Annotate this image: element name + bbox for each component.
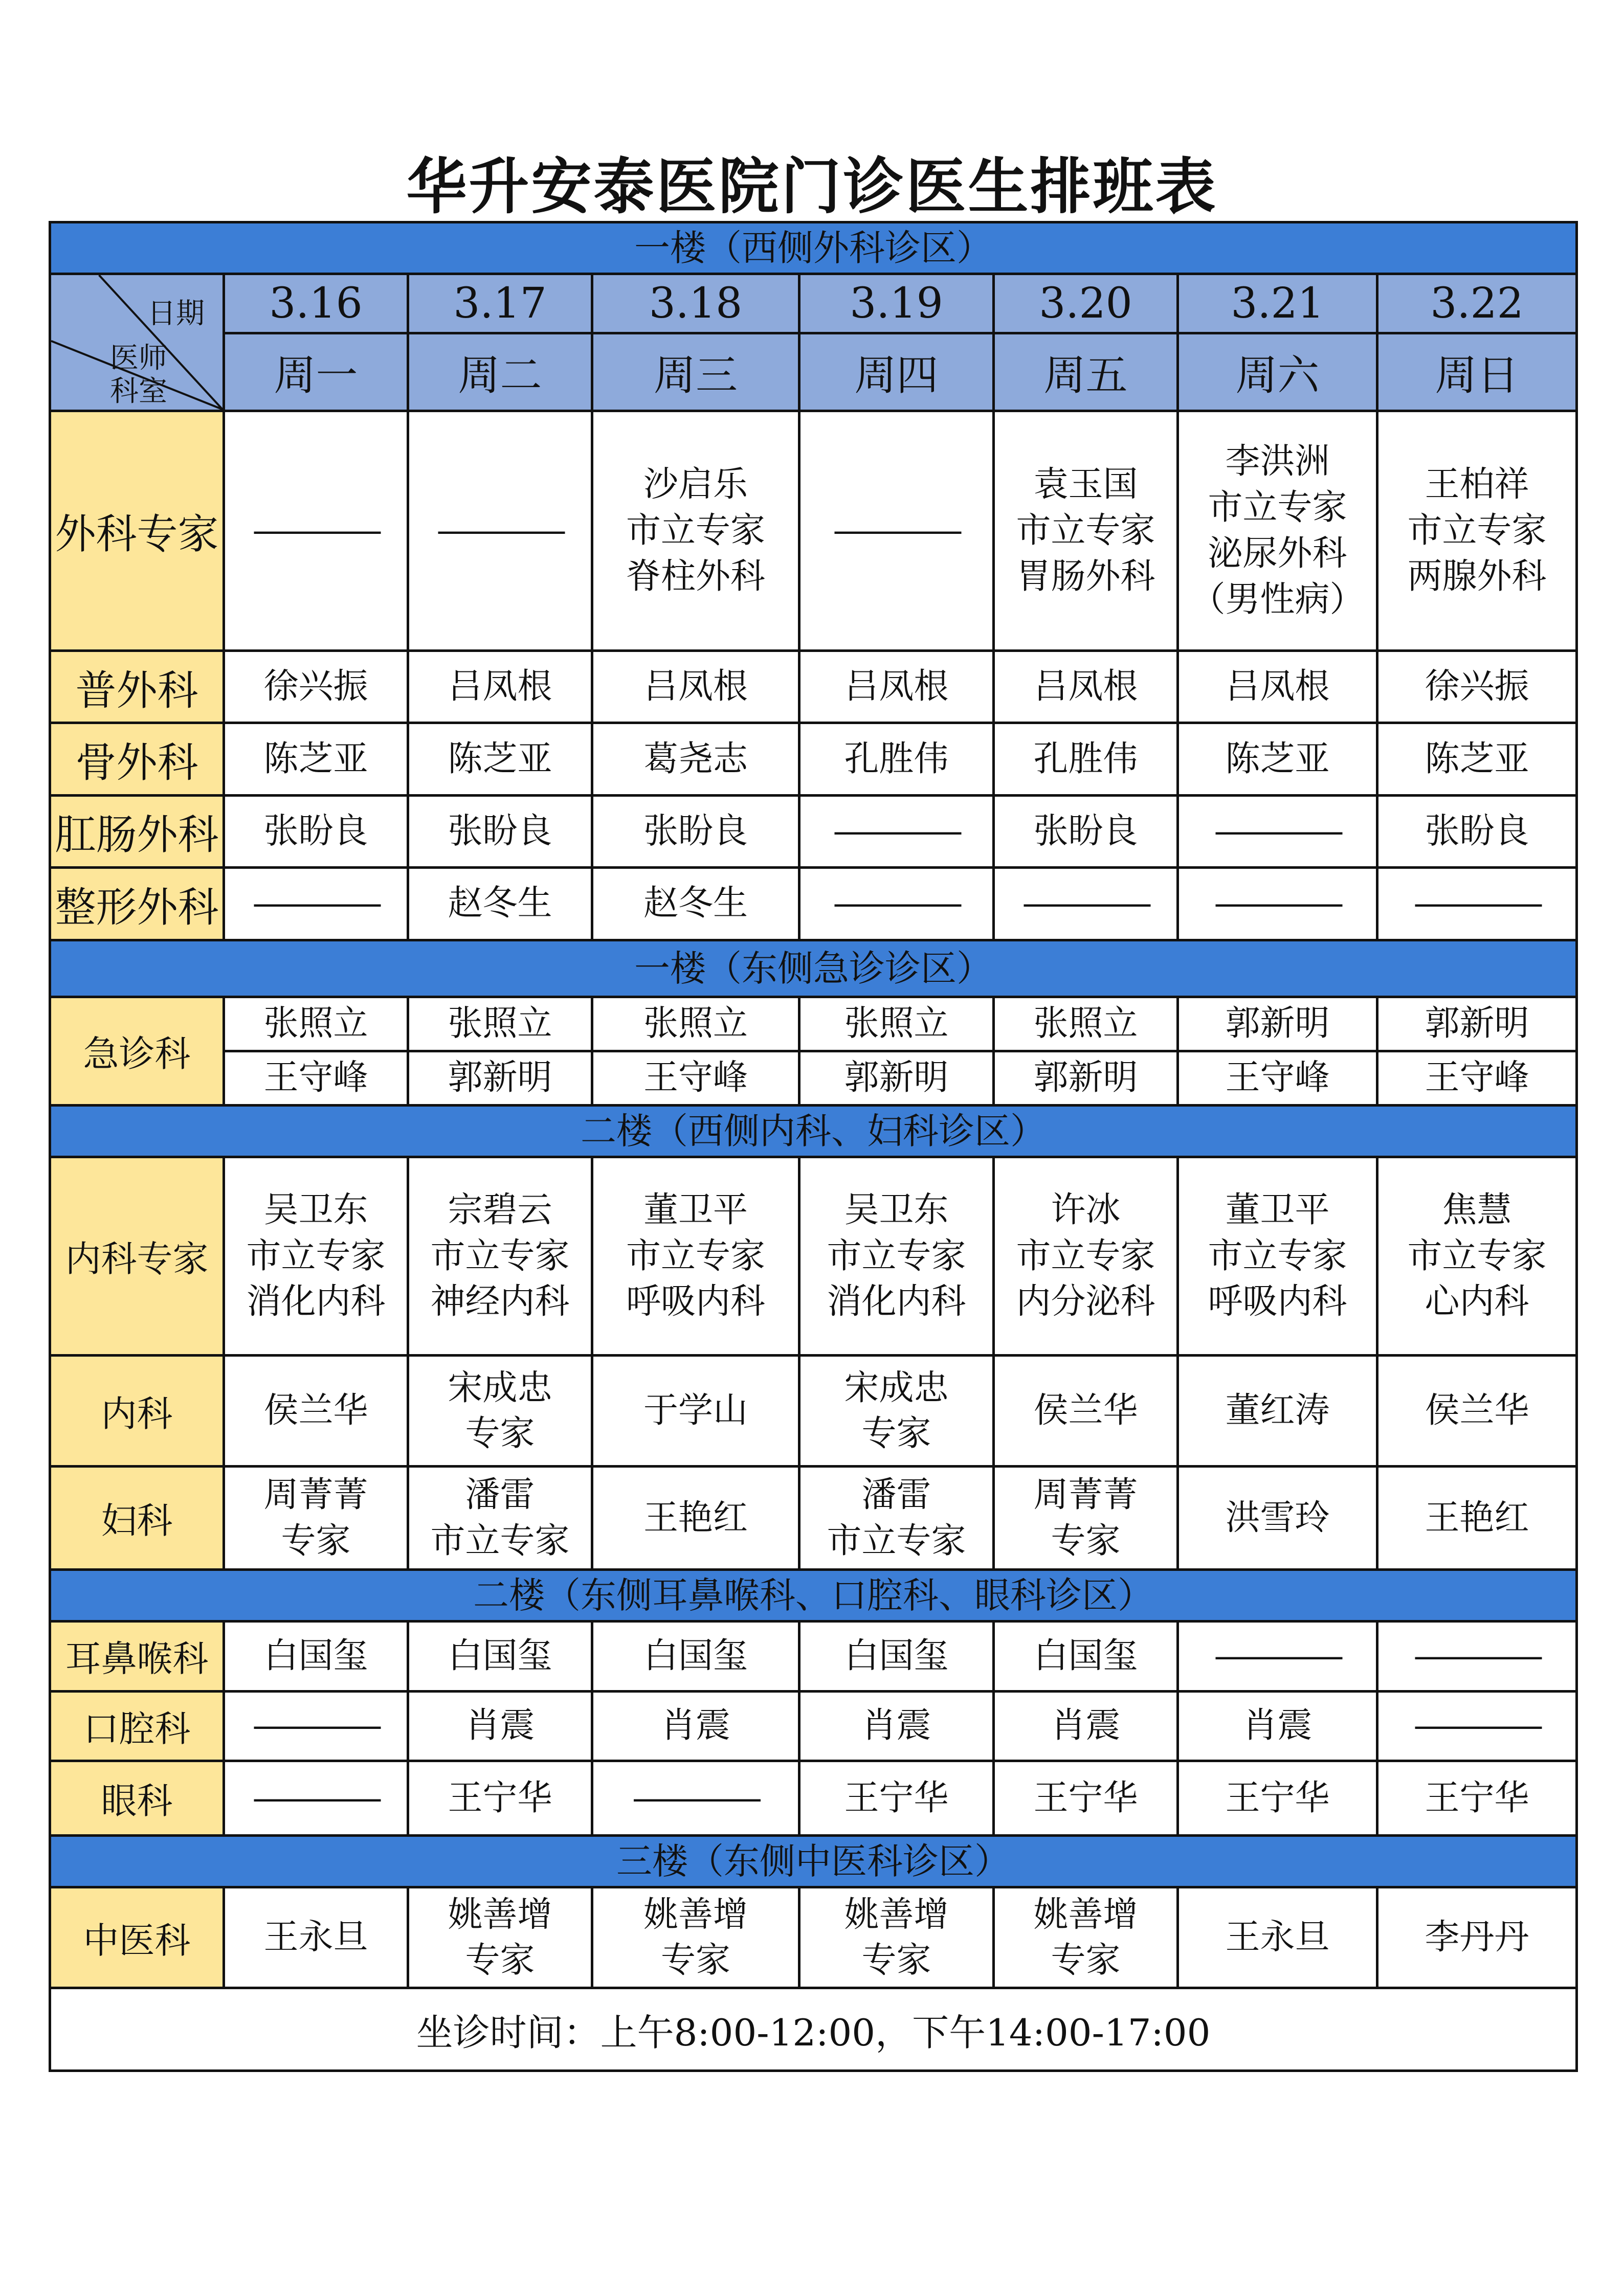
schedule-cell bbox=[408, 723, 592, 795]
schedule-cell bbox=[224, 1887, 408, 1988]
schedule-cell bbox=[1377, 1622, 1577, 1691]
schedule-cell bbox=[1178, 1467, 1377, 1570]
no-duty-dash: ———— bbox=[436, 510, 564, 551]
schedule-cell bbox=[592, 1691, 799, 1761]
date-cell: 3.20 bbox=[994, 274, 1178, 333]
doctor-line: 王宁华 bbox=[448, 1777, 552, 1818]
doctor-line: （男性病） bbox=[1190, 579, 1365, 620]
schedule-cell bbox=[592, 1622, 799, 1691]
doctor-line: 姚善增 bbox=[1033, 1894, 1138, 1935]
schedule-cell bbox=[592, 1157, 799, 1356]
schedule-cell bbox=[994, 651, 1178, 723]
schedule-cell bbox=[1377, 1691, 1577, 1761]
no-duty-dash: ———— bbox=[252, 1705, 380, 1746]
schedule-cell bbox=[592, 868, 799, 940]
weekday-cell: 周日 bbox=[1377, 333, 1577, 411]
schedule-cell bbox=[994, 1622, 1178, 1691]
doctor-line: 李丹丹 bbox=[1425, 1917, 1529, 1958]
schedule-cell bbox=[1178, 997, 1377, 1051]
date-cell: 3.21 bbox=[1178, 274, 1377, 333]
doctor-line: 潘雷 bbox=[861, 1475, 931, 1516]
no-duty-dash: ———— bbox=[1022, 883, 1149, 924]
schedule-cell bbox=[592, 723, 799, 795]
doctor-line: 市立专家 bbox=[1016, 1235, 1155, 1276]
doctor-line: 王永旦 bbox=[1225, 1917, 1330, 1958]
page-title: 华升安泰医院门诊医生排班表 bbox=[406, 151, 1218, 222]
doctor-line: 董卫平 bbox=[643, 1189, 748, 1230]
schedule-cell bbox=[1178, 1887, 1377, 1988]
section-header: 三楼（东侧中医科诊区） bbox=[50, 1836, 1577, 1887]
doctor-line: 郭新明 bbox=[1225, 1003, 1330, 1044]
doctor-line: 张盼良 bbox=[643, 811, 748, 852]
date-cell: 3.18 bbox=[592, 274, 799, 333]
hours-footer: 坐诊时间：上午8:00-12:00，下午14:00-17:00 bbox=[50, 1988, 1577, 2071]
schedule-cell bbox=[1377, 1356, 1577, 1467]
schedule-cell bbox=[994, 1691, 1178, 1761]
doctor-line: 孔胜伟 bbox=[1033, 738, 1138, 779]
doctor-line: 白国玺 bbox=[448, 1636, 552, 1677]
doctor-line: 王宁华 bbox=[1033, 1777, 1138, 1818]
schedule-cell bbox=[592, 1467, 799, 1570]
section-header: 二楼（东侧耳鼻喉科、口腔科、眼科诊区） bbox=[50, 1570, 1577, 1622]
schedule-cell bbox=[1377, 795, 1577, 867]
schedule-cell bbox=[408, 1761, 592, 1835]
schedule-cell bbox=[1178, 411, 1377, 651]
doctor-line: 郭新明 bbox=[1425, 1003, 1529, 1044]
schedule-cell bbox=[1377, 411, 1577, 651]
schedule-cell bbox=[994, 795, 1178, 867]
doctor-line: 吴卫东 bbox=[263, 1189, 368, 1230]
no-duty-dash: ———— bbox=[1413, 1705, 1541, 1746]
schedule-cell bbox=[799, 1887, 994, 1988]
doctor-line: 呼吸内科 bbox=[626, 1281, 765, 1322]
schedule-cell bbox=[799, 795, 994, 867]
dept-label: 骨外科 bbox=[50, 723, 224, 795]
schedule-cell bbox=[799, 997, 994, 1051]
schedule-cell bbox=[1178, 1051, 1377, 1105]
no-duty-dash: ———— bbox=[1413, 1636, 1541, 1677]
doctor-line: 张盼良 bbox=[448, 811, 552, 852]
schedule-cell bbox=[408, 1356, 592, 1467]
weekday-cell: 周二 bbox=[408, 333, 592, 411]
schedule-table bbox=[49, 221, 1578, 2072]
doctor-line: 陈芝亚 bbox=[263, 738, 368, 779]
doctor-line: 洪雪玲 bbox=[1225, 1498, 1330, 1538]
doctor-line: 白国玺 bbox=[263, 1636, 368, 1677]
schedule-cell bbox=[799, 411, 994, 651]
doctor-line: 呼吸内科 bbox=[1208, 1281, 1347, 1322]
dept-label: 内科 bbox=[50, 1356, 224, 1467]
doctor-line: 李洪洲 bbox=[1225, 441, 1330, 482]
doctor-line: 白国玺 bbox=[844, 1636, 949, 1677]
doctor-line: 肖震 bbox=[465, 1705, 535, 1746]
corner-date-label: 日期 bbox=[147, 297, 205, 330]
schedule-cell bbox=[224, 1157, 408, 1356]
doctor-line: 王柏祥 bbox=[1425, 464, 1529, 505]
doctor-line: 肖震 bbox=[861, 1705, 931, 1746]
doctor-line: 陈芝亚 bbox=[1425, 738, 1529, 779]
dept-label: 口腔科 bbox=[50, 1691, 224, 1761]
schedule-cell bbox=[799, 1157, 994, 1356]
doctor-line: 泌尿外科 bbox=[1208, 533, 1347, 574]
doctor-line: 胃肠外科 bbox=[1016, 556, 1155, 597]
doctor-line: 王守峰 bbox=[1425, 1057, 1529, 1098]
doctor-line: 两腺外科 bbox=[1407, 556, 1547, 597]
schedule-cell bbox=[1178, 1691, 1377, 1761]
doctor-line: 王守峰 bbox=[1225, 1057, 1330, 1098]
doctor-line: 市立专家 bbox=[1407, 510, 1547, 551]
schedule-cell bbox=[1178, 1157, 1377, 1356]
doctor-line: 周菁菁 bbox=[263, 1475, 368, 1516]
doctor-line: 市立专家 bbox=[430, 1235, 570, 1276]
doctor-line: 张盼良 bbox=[263, 811, 368, 852]
weekday-cell: 周五 bbox=[994, 333, 1178, 411]
schedule-cell bbox=[408, 1622, 592, 1691]
doctor-line: 吕凤根 bbox=[448, 666, 552, 707]
section-header: 一楼（东侧急诊诊区） bbox=[50, 940, 1577, 997]
schedule-cell bbox=[592, 997, 799, 1051]
schedule-cell bbox=[592, 411, 799, 651]
schedule-cell bbox=[799, 1051, 994, 1105]
no-duty-dash: ———— bbox=[252, 1777, 380, 1818]
weekday-cell: 周三 bbox=[592, 333, 799, 411]
doctor-line: 神经内科 bbox=[430, 1281, 570, 1322]
doctor-line: 张盼良 bbox=[1425, 811, 1529, 852]
schedule-cell bbox=[994, 1761, 1178, 1835]
schedule-cell bbox=[408, 1157, 592, 1356]
corner-header bbox=[50, 274, 224, 411]
schedule-cell bbox=[1178, 868, 1377, 940]
schedule-cell bbox=[994, 1467, 1178, 1570]
doctor-line: 市立专家 bbox=[1016, 510, 1155, 551]
schedule-cell bbox=[799, 651, 994, 723]
doctor-line: 王宁华 bbox=[1425, 1777, 1529, 1818]
schedule-cell bbox=[1377, 651, 1577, 723]
dept-label: 中医科 bbox=[50, 1887, 224, 1988]
no-duty-dash: ———— bbox=[1214, 883, 1341, 924]
doctor-line: 侯兰华 bbox=[263, 1390, 368, 1431]
doctor-line: 脊柱外科 bbox=[626, 556, 765, 597]
weekday-cell: 周一 bbox=[224, 333, 408, 411]
schedule-cell bbox=[799, 1691, 994, 1761]
doctor-line: 专家 bbox=[861, 1940, 931, 1981]
doctor-line: 市立专家 bbox=[626, 510, 765, 551]
schedule-cell bbox=[224, 1051, 408, 1105]
no-duty-dash: ———— bbox=[833, 811, 960, 852]
schedule-cell bbox=[1377, 997, 1577, 1051]
doctor-line: 王宁华 bbox=[1225, 1777, 1330, 1818]
schedule-body bbox=[50, 222, 1577, 2071]
doctor-line: 张照立 bbox=[263, 1003, 368, 1044]
schedule-cell bbox=[408, 1467, 592, 1570]
schedule-cell bbox=[408, 1691, 592, 1761]
doctor-line: 沙启乐 bbox=[643, 464, 748, 505]
dept-label: 整形外科 bbox=[50, 868, 224, 940]
doctor-line: 吕凤根 bbox=[1033, 666, 1138, 707]
schedule-cell bbox=[224, 868, 408, 940]
schedule-cell bbox=[994, 1887, 1178, 1988]
schedule-cell bbox=[224, 997, 408, 1051]
schedule-cell bbox=[994, 868, 1178, 940]
doctor-line: 白国玺 bbox=[643, 1636, 748, 1677]
doctor-line: 郭新明 bbox=[448, 1057, 552, 1098]
doctor-line: 董卫平 bbox=[1225, 1189, 1330, 1230]
doctor-line: 王永旦 bbox=[263, 1917, 368, 1958]
schedule-cell bbox=[799, 868, 994, 940]
no-duty-dash: ———— bbox=[833, 883, 960, 924]
schedule-cell bbox=[1178, 1761, 1377, 1835]
doctor-line: 孔胜伟 bbox=[844, 738, 949, 779]
doctor-line: 张照立 bbox=[448, 1003, 552, 1044]
schedule-cell bbox=[1178, 795, 1377, 867]
schedule-cell bbox=[994, 997, 1178, 1051]
schedule-cell bbox=[408, 1887, 592, 1988]
dept-label: 普外科 bbox=[50, 651, 224, 723]
no-duty-dash: ———— bbox=[1413, 883, 1541, 924]
schedule-cell bbox=[224, 1691, 408, 1761]
corner-doctor-label: 医师 bbox=[110, 341, 167, 375]
doctor-line: 王宁华 bbox=[844, 1777, 949, 1818]
schedule-cell bbox=[799, 1622, 994, 1691]
schedule-cell bbox=[224, 1622, 408, 1691]
doctor-line: 张盼良 bbox=[1033, 811, 1138, 852]
doctor-line: 吴卫东 bbox=[844, 1189, 949, 1230]
schedule-cell bbox=[799, 723, 994, 795]
schedule-cell bbox=[408, 868, 592, 940]
schedule-cell bbox=[592, 1887, 799, 1988]
doctor-line: 市立专家 bbox=[626, 1235, 765, 1276]
dept-label: 妇科 bbox=[50, 1467, 224, 1570]
doctor-line: 周菁菁 bbox=[1033, 1475, 1138, 1516]
doctor-line: 专家 bbox=[1051, 1940, 1121, 1981]
doctor-line: 许冰 bbox=[1051, 1189, 1121, 1230]
doctor-line: 专家 bbox=[660, 1940, 730, 1981]
no-duty-dash: ———— bbox=[632, 1777, 759, 1818]
dept-label: 急诊科 bbox=[50, 997, 224, 1105]
schedule-cell bbox=[994, 411, 1178, 651]
doctor-line: 市立专家 bbox=[430, 1520, 570, 1561]
weekday-cell: 周四 bbox=[799, 333, 994, 411]
schedule-cell bbox=[799, 1356, 994, 1467]
doctor-line: 市立专家 bbox=[246, 1235, 386, 1276]
schedule-cell bbox=[994, 1356, 1178, 1467]
schedule-cell bbox=[224, 795, 408, 867]
schedule-cell bbox=[592, 651, 799, 723]
doctor-line: 姚善增 bbox=[643, 1894, 748, 1935]
doctor-line: 市立专家 bbox=[1407, 1235, 1547, 1276]
schedule-cell bbox=[224, 411, 408, 651]
schedule-cell bbox=[224, 1467, 408, 1570]
date-cell: 3.17 bbox=[408, 274, 592, 333]
doctor-line: 潘雷 bbox=[465, 1475, 535, 1516]
doctor-line: 张照立 bbox=[643, 1003, 748, 1044]
schedule-cell bbox=[1178, 1622, 1377, 1691]
doctor-line: 内分泌科 bbox=[1016, 1281, 1155, 1322]
no-duty-dash: ———— bbox=[1214, 811, 1341, 852]
doctor-line: 消化内科 bbox=[246, 1281, 386, 1322]
doctor-line: 董红涛 bbox=[1225, 1390, 1330, 1431]
doctor-line: 市立专家 bbox=[1208, 1235, 1347, 1276]
doctor-line: 王艳红 bbox=[643, 1498, 748, 1538]
doctor-line: 赵冬生 bbox=[643, 883, 748, 924]
doctor-line: 宗碧云 bbox=[448, 1189, 552, 1230]
doctor-line: 市立专家 bbox=[1208, 487, 1347, 528]
schedule-cell bbox=[224, 1761, 408, 1835]
doctor-line: 郭新明 bbox=[844, 1057, 949, 1098]
dept-label: 内科专家 bbox=[50, 1157, 224, 1356]
schedule-cell bbox=[592, 1051, 799, 1105]
dept-label: 肛肠外科 bbox=[50, 795, 224, 867]
doctor-line: 吕凤根 bbox=[1225, 666, 1330, 707]
schedule-cell bbox=[799, 1467, 994, 1570]
doctor-line: 于学山 bbox=[643, 1390, 748, 1431]
schedule-cell bbox=[408, 411, 592, 651]
doctor-line: 王艳红 bbox=[1425, 1498, 1529, 1538]
schedule-cell bbox=[1377, 723, 1577, 795]
dept-label: 耳鼻喉科 bbox=[50, 1622, 224, 1691]
schedule-cell bbox=[408, 795, 592, 867]
schedule-cell bbox=[592, 795, 799, 867]
schedule-cell bbox=[224, 1356, 408, 1467]
schedule-cell bbox=[592, 1356, 799, 1467]
doctor-line: 专家 bbox=[465, 1940, 535, 1981]
schedule-cell bbox=[1178, 1356, 1377, 1467]
doctor-line: 白国玺 bbox=[1033, 1636, 1138, 1677]
schedule-cell bbox=[408, 997, 592, 1051]
schedule-cell bbox=[408, 1051, 592, 1105]
section-header: 二楼（西侧内科、妇科诊区） bbox=[50, 1105, 1577, 1157]
doctor-line: 专家 bbox=[281, 1520, 351, 1561]
schedule-cell bbox=[799, 1761, 994, 1835]
doctor-line: 消化内科 bbox=[827, 1281, 966, 1322]
doctor-line: 宋成忠 bbox=[448, 1367, 552, 1408]
doctor-line: 赵冬生 bbox=[448, 883, 552, 924]
doctor-line: 张照立 bbox=[844, 1003, 949, 1044]
doctor-line: 肖震 bbox=[1242, 1705, 1312, 1746]
doctor-line: 葛尧志 bbox=[643, 738, 748, 779]
doctor-line: 专家 bbox=[1051, 1520, 1121, 1561]
doctor-line: 侯兰华 bbox=[1425, 1390, 1529, 1431]
schedule-cell bbox=[1377, 1887, 1577, 1988]
no-duty-dash: ———— bbox=[252, 883, 380, 924]
doctor-line: 专家 bbox=[465, 1413, 535, 1454]
schedule-cell bbox=[994, 1157, 1178, 1356]
schedule-cell bbox=[408, 651, 592, 723]
schedule-cell bbox=[1178, 723, 1377, 795]
schedule-cell bbox=[994, 723, 1178, 795]
doctor-line: 焦慧 bbox=[1442, 1189, 1512, 1230]
schedule-cell bbox=[1377, 1051, 1577, 1105]
doctor-line: 王守峰 bbox=[263, 1057, 368, 1098]
doctor-line: 徐兴振 bbox=[1425, 666, 1529, 707]
no-duty-dash: ———— bbox=[252, 510, 380, 551]
doctor-line: 吕凤根 bbox=[643, 666, 748, 707]
schedule-cell bbox=[1377, 1157, 1577, 1356]
dept-label: 外科专家 bbox=[50, 411, 224, 651]
doctor-line: 袁玉国 bbox=[1033, 464, 1138, 505]
date-cell: 3.16 bbox=[224, 274, 408, 333]
schedule-cell bbox=[1377, 1467, 1577, 1570]
doctor-line: 市立专家 bbox=[827, 1520, 966, 1561]
schedule-cell bbox=[224, 651, 408, 723]
doctor-line: 姚善增 bbox=[844, 1894, 949, 1935]
weekday-cell: 周六 bbox=[1178, 333, 1377, 411]
schedule-cell bbox=[1178, 651, 1377, 723]
schedule-cell bbox=[224, 723, 408, 795]
doctor-line: 市立专家 bbox=[827, 1235, 966, 1276]
schedule-cell bbox=[1377, 868, 1577, 940]
doctor-line: 郭新明 bbox=[1033, 1057, 1138, 1098]
date-cell: 3.19 bbox=[799, 274, 994, 333]
doctor-line: 姚善增 bbox=[448, 1894, 552, 1935]
date-cell: 3.22 bbox=[1377, 274, 1577, 333]
doctor-line: 徐兴振 bbox=[263, 666, 368, 707]
doctor-line: 专家 bbox=[861, 1413, 931, 1454]
doctor-line: 肖震 bbox=[660, 1705, 730, 1746]
doctor-line: 肖震 bbox=[1051, 1705, 1121, 1746]
schedule-cell bbox=[592, 1761, 799, 1835]
schedule-cell bbox=[1377, 1761, 1577, 1835]
dept-label: 眼科 bbox=[50, 1761, 224, 1835]
doctor-line: 张照立 bbox=[1033, 1003, 1138, 1044]
doctor-line: 侯兰华 bbox=[1033, 1390, 1138, 1431]
doctor-line: 王守峰 bbox=[643, 1057, 748, 1098]
schedule-cell bbox=[994, 1051, 1178, 1105]
no-duty-dash: ———— bbox=[1214, 1636, 1341, 1677]
section-header: 一楼（西侧外科诊区） bbox=[50, 222, 1577, 274]
doctor-line: 吕凤根 bbox=[844, 666, 949, 707]
doctor-line: 陈芝亚 bbox=[1225, 738, 1330, 779]
doctor-line: 陈芝亚 bbox=[448, 738, 552, 779]
no-duty-dash: ———— bbox=[833, 510, 960, 551]
doctor-line: 宋成忠 bbox=[844, 1367, 949, 1408]
doctor-line: 心内科 bbox=[1425, 1281, 1529, 1322]
corner-dept-label: 科室 bbox=[110, 374, 167, 408]
